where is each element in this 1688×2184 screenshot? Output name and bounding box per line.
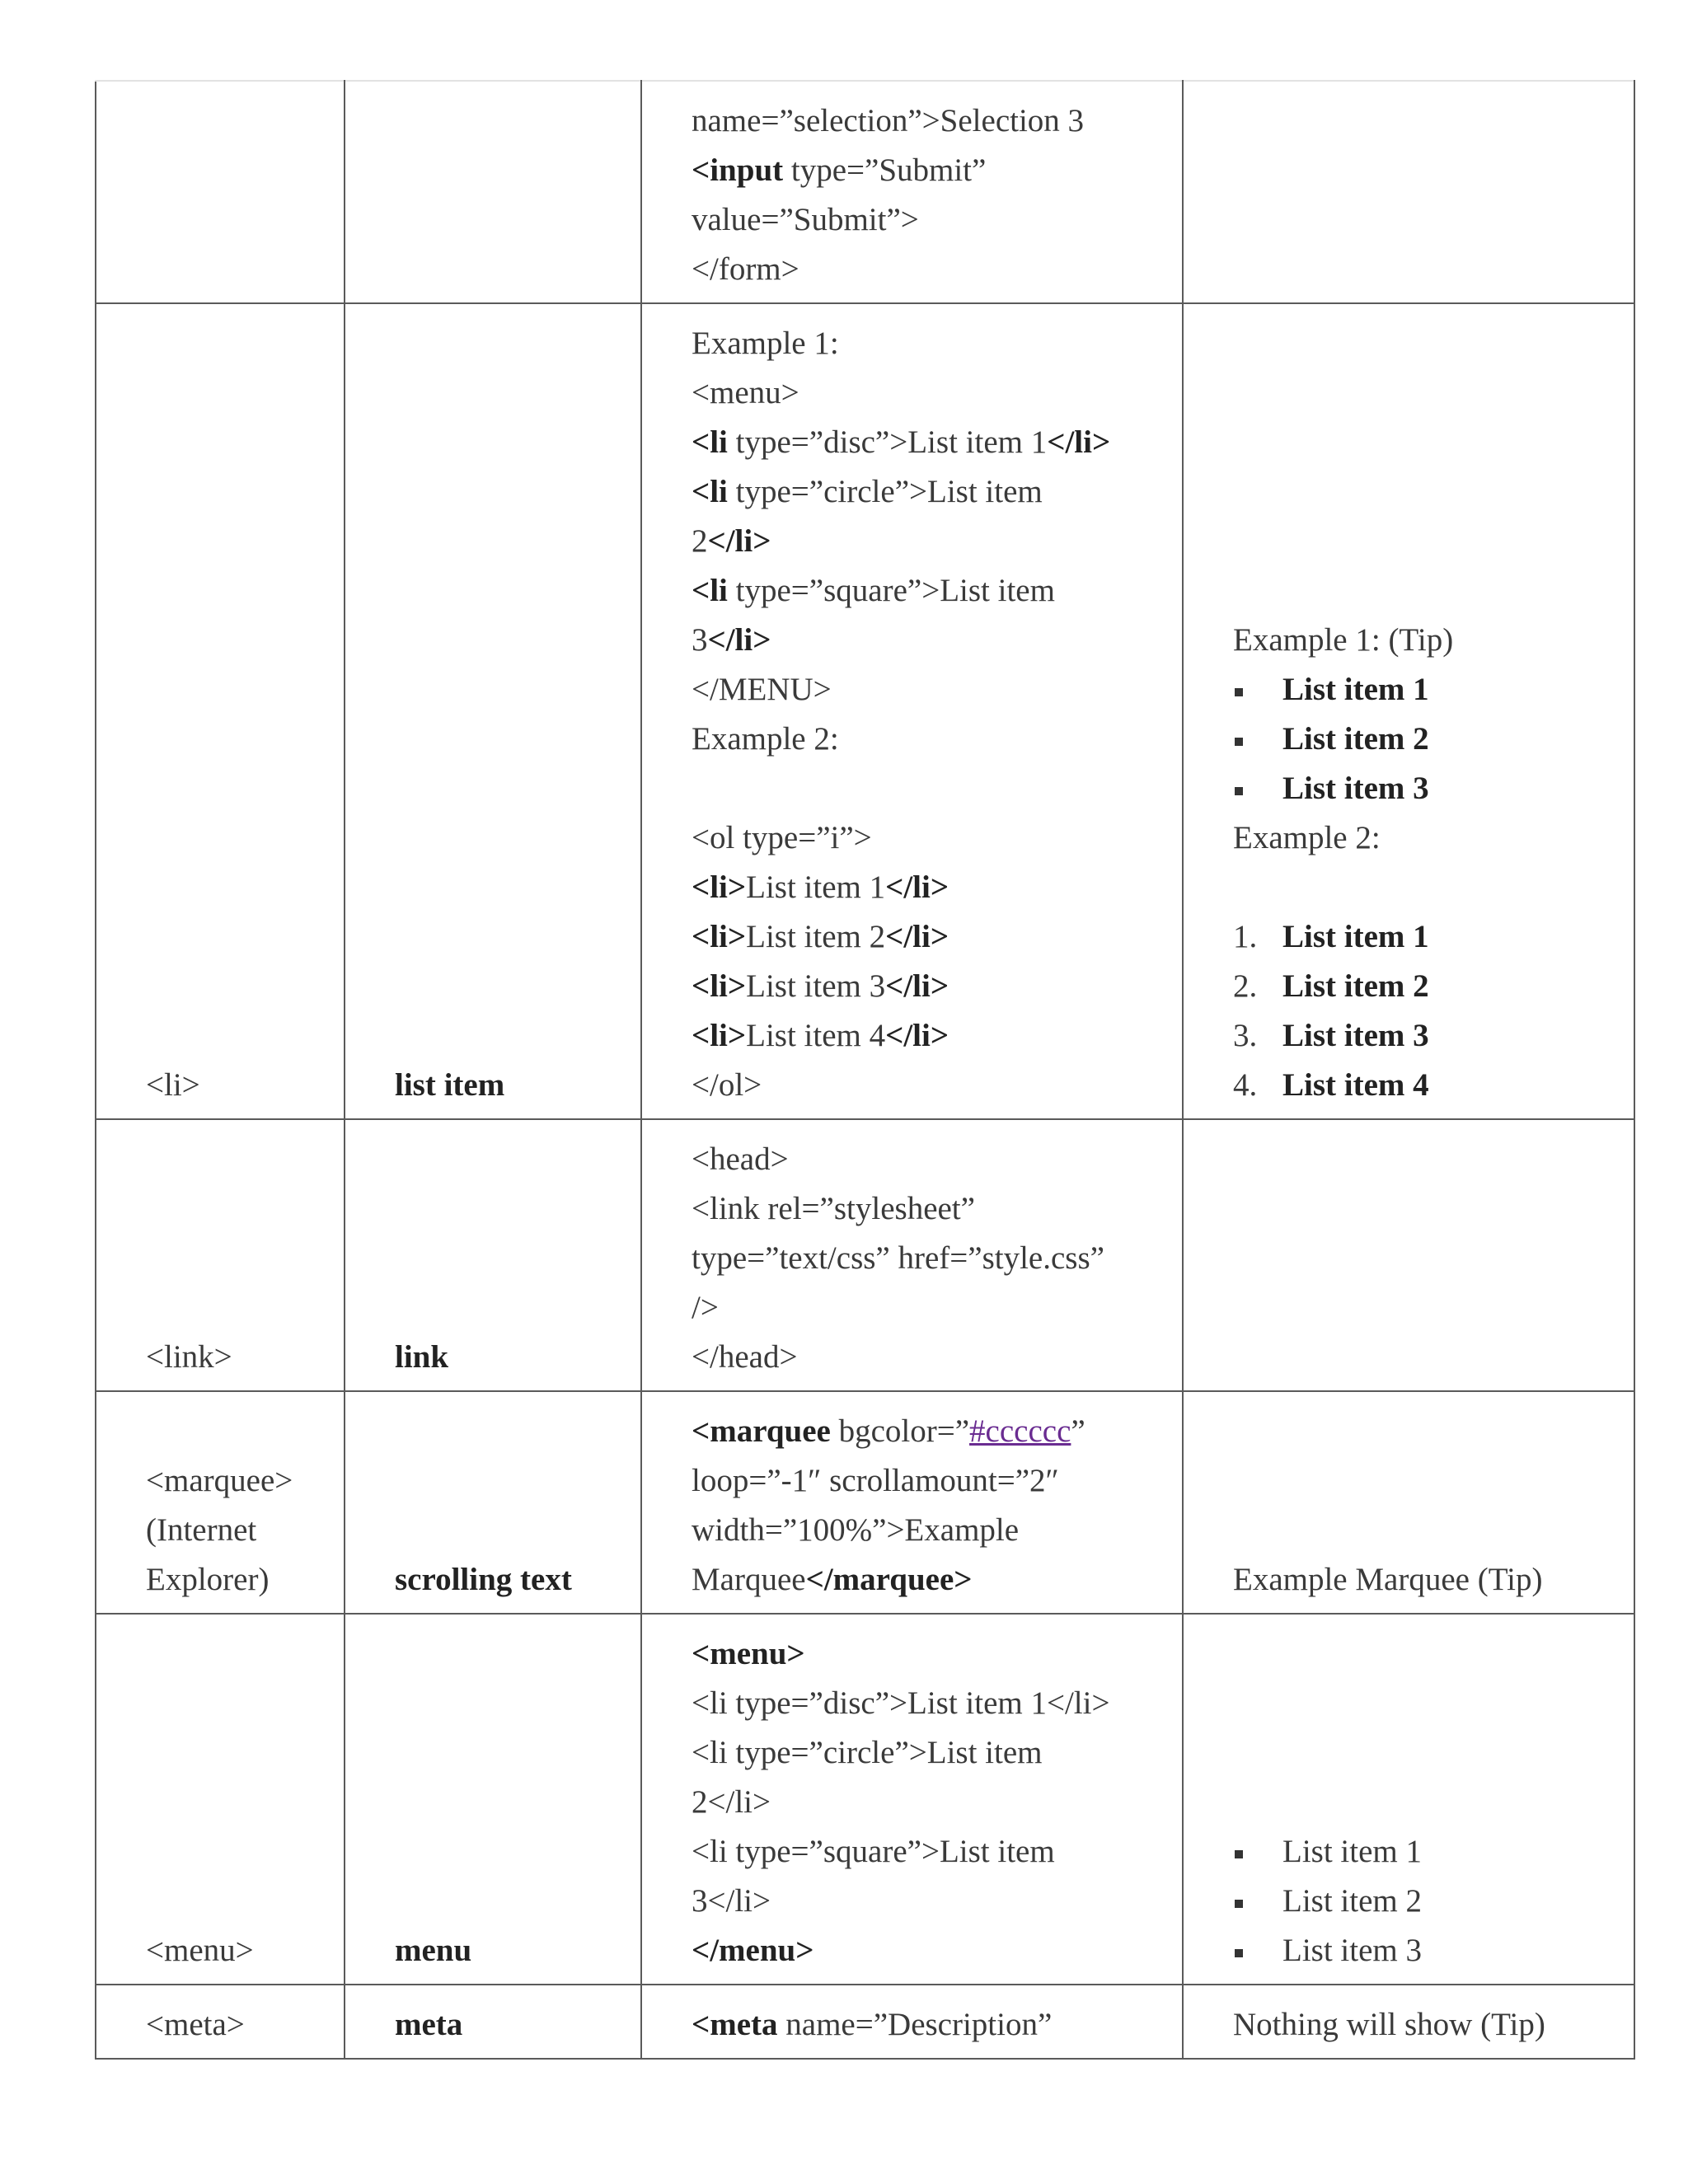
square-bullet-icon [1233,715,1282,764]
code-text: 2 [692,523,708,559]
code-line [692,616,1157,665]
code-line [692,1234,1157,1283]
result-text: List item 1 [1282,1834,1422,1869]
code-text: List item 2 [746,919,886,954]
tag-text: <marquee> [146,1463,293,1498]
code-keyword: <marquee [692,1413,831,1449]
list-number: 3. [1233,1018,1258,1053]
code-line [692,245,1157,294]
code-text: loop=”-1″ scrollamount=”2″ [692,1463,1059,1498]
code-text: <li type=”circle”>List item [692,1735,1043,1770]
tag-cell [96,1614,345,1985]
result-line [1233,764,1609,813]
code-text: type=”Submit” [783,152,987,188]
result-text: List item 1 [1282,919,1429,954]
result-text: Example Marquee (Tip) [1233,1562,1543,1597]
code-line [692,1728,1157,1778]
code-line [692,146,1157,195]
code-line [692,2000,1157,2050]
result-line [1233,1011,1609,1061]
code-line [692,1283,1157,1333]
code-line [692,764,1157,813]
code-text: List item 4 [746,1018,886,1053]
name-cell [345,1985,641,2059]
tag-name: link [395,1339,449,1375]
tag-text: <menu> [146,1933,254,1968]
tag-cell [96,1119,345,1391]
result-line [1233,1827,1609,1877]
code-keyword: <menu> [692,1636,805,1671]
code-keyword: <li> [692,919,747,954]
result-text: List item 3 [1282,771,1429,806]
code-text: /> [692,1290,719,1325]
code-line [692,1407,1157,1456]
code-text: ” [1071,1413,1085,1449]
code-text: value=”Submit”> [692,202,919,237]
square-bullet-icon [1233,1926,1282,1975]
code-line [692,566,1157,616]
code-line [692,962,1157,1011]
code-line [692,1061,1157,1110]
code-text: Marquee [692,1562,806,1597]
tag-text: <link> [146,1339,232,1375]
code-text: <head> [692,1141,789,1177]
code-line [692,1011,1157,1061]
result-text: List item 3 [1282,1018,1429,1053]
code-line [692,813,1157,863]
code-line [692,715,1157,764]
code-keyword: </li> [885,869,950,905]
table-row [96,1391,1634,1614]
code-text: Example 2: [692,721,839,757]
tag-text: (Internet [146,1512,257,1548]
code-text: <ol type=”i”> [692,820,872,855]
code-text: 3</li> [692,1883,771,1919]
name-cell [345,81,641,303]
list-number: 4. [1233,1067,1258,1103]
code-text: List item 3 [746,968,886,1004]
code-line [692,1877,1157,1926]
code-cell [641,1391,1183,1614]
result-line [1233,1926,1609,1975]
result-text: List item 2 [1282,1883,1422,1919]
result-cell [1183,303,1634,1119]
code-line [692,1135,1157,1184]
code-cell [641,1985,1183,2059]
result-text: List item 3 [1282,1933,1422,1968]
list-number: 2. [1233,968,1258,1004]
code-text: </form> [692,251,799,287]
code-text: type=”circle”>List item [727,474,1043,509]
code-line [692,195,1157,245]
code-text: type=”square”>List item [727,573,1055,608]
code-text: 3 [692,622,708,658]
name-cell [345,1391,641,1614]
code-line [692,912,1157,962]
code-line [692,1629,1157,1679]
code-line [692,467,1157,517]
result-line [1233,1061,1609,1110]
code-text: <li type=”disc”>List item 1</li> [692,1685,1110,1721]
code-text: type=”disc”>List item 1 [727,424,1048,460]
code-line [692,96,1157,146]
code-cell [641,1614,1183,1985]
code-keyword: </marquee> [805,1562,973,1597]
code-text: bgcolor=” [830,1413,970,1449]
code-keyword: <li [692,573,728,608]
code-line [692,517,1157,566]
result-line [1233,813,1609,863]
code-text: <menu> [692,375,799,410]
code-text: name=”selection”>Selection 3 [692,103,1085,138]
table-row [96,303,1634,1119]
tag-text: <meta> [146,2007,245,2042]
code-keyword: </li> [707,523,771,559]
tag-name: scrolling text [395,1562,572,1597]
code-line [692,1555,1157,1605]
code-text: <li type=”square”>List item [692,1834,1055,1869]
tag-cell [96,1391,345,1614]
square-bullet-icon [1233,665,1282,715]
result-cell [1183,1119,1634,1391]
table-row [96,1614,1634,1985]
tag-name: meta [395,2007,463,2042]
code-keyword: </li> [707,622,771,658]
code-keyword: </menu> [692,1933,814,1968]
result-text: List item 1 [1282,672,1429,707]
code-cell [641,303,1183,1119]
code-keyword: <li> [692,869,747,905]
tag-cell [96,303,345,1119]
code-keyword: <li> [692,968,747,1004]
tag-name: menu [395,1933,472,1968]
square-bullet-icon [1233,764,1282,813]
result-text: List item 2 [1282,721,1429,757]
code-text: </head> [692,1339,798,1375]
code-keyword: </li> [885,968,950,1004]
code-keyword: </li> [885,919,950,954]
html-tags-table [95,80,1635,2060]
code-text: List item 1 [746,869,886,905]
code-text: 2</li> [692,1784,771,1820]
code-line [692,1184,1157,1234]
table-row [96,1985,1634,2059]
result-text: Example 2: [1233,820,1381,855]
result-cell [1183,1391,1634,1614]
code-cell [641,81,1183,303]
code-cell [641,1119,1183,1391]
code-line [692,319,1157,368]
code-line [692,1827,1157,1877]
code-keyword: <meta [692,2007,778,2042]
result-line [1233,1555,1609,1605]
tag-name: list item [395,1067,505,1103]
code-line [692,863,1157,912]
result-text: List item 4 [1282,1067,1429,1103]
result-line [1233,912,1609,962]
result-text: List item 2 [1282,968,1429,1004]
result-line [1233,665,1609,715]
table-row [96,1119,1634,1391]
code-line [692,1506,1157,1555]
tag-cell [96,81,345,303]
color-value-link[interactable]: #cccccc [969,1413,1071,1449]
code-line [692,1333,1157,1382]
code-line [692,368,1157,418]
result-line [1233,1877,1609,1926]
code-line [692,1926,1157,1975]
code-text: width=”100%”>Example [692,1512,1020,1548]
code-text: Example 1: [692,326,839,361]
code-text: name=”Description” [777,2007,1053,2042]
code-keyword: <li [692,474,728,509]
result-line [1233,863,1609,912]
result-line [1233,616,1609,665]
tag-cell [96,1985,345,2059]
code-text: </MENU> [692,672,832,707]
result-cell [1183,81,1634,303]
code-line [692,1778,1157,1827]
list-number: 1. [1233,919,1258,954]
result-text: Example 1: (Tip) [1233,622,1454,658]
code-keyword: <input [692,152,784,188]
result-line [1233,2000,1609,2050]
square-bullet-icon [1233,1827,1282,1877]
name-cell [345,1119,641,1391]
tag-text: <li> [146,1067,200,1103]
name-cell [345,1614,641,1985]
name-cell [345,303,641,1119]
code-keyword: <li> [692,1018,747,1053]
code-line [692,418,1157,467]
result-line [1233,962,1609,1011]
code-line [692,1456,1157,1506]
code-text: </ol> [692,1067,762,1103]
code-keyword: </li> [885,1018,950,1053]
code-line [692,1679,1157,1728]
result-line [1233,715,1609,764]
code-text: type=”text/css” href=”style.css” [692,1240,1104,1276]
code-line [692,665,1157,715]
result-cell [1183,1985,1634,2059]
result-cell [1183,1614,1634,1985]
table-row [96,81,1634,303]
table-body [96,81,1634,2059]
code-text: <link rel=”stylesheet” [692,1191,975,1226]
code-keyword: </li> [1047,424,1111,460]
result-text: Nothing will show (Tip) [1233,2007,1545,2042]
tag-text: Explorer) [146,1562,270,1597]
square-bullet-icon [1233,1877,1282,1926]
code-keyword: <li [692,424,728,460]
